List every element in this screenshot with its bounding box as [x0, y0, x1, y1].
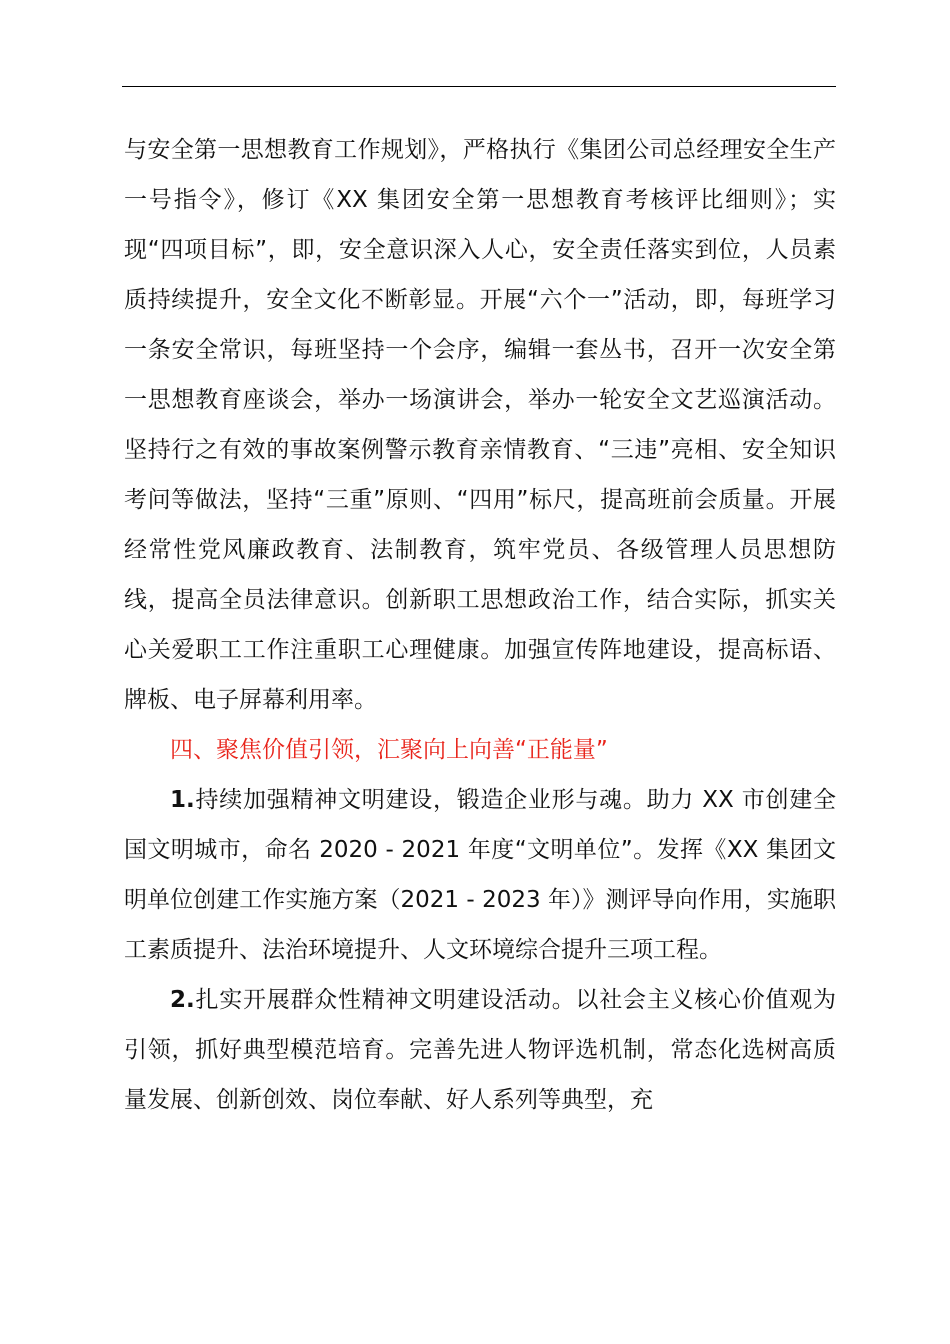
header-rule — [122, 86, 836, 87]
document-body — [124, 125, 836, 1125]
item-number: 1. — [170, 787, 195, 813]
list-item — [124, 775, 836, 975]
item-number: 2. — [170, 987, 195, 1013]
item-lead: 扎实开展群众性精神文明建设活动。 — [194, 987, 576, 1013]
body-paragraph: 与安全第一思想教育工作规划》，严格执行《集团公司总经理安全生产一号指令》，修订《XX 集团安全第一思想教育考核评比细则》；实现“四项目标”，即，安全意识深入人心，安全责任落实到位，人员素质持续提升，安全文化不断彰显。开展“六个一”活动，即，每班学习一条安全常识，每班坚持一个会序，编辑一套丛书，召开一次安全第一思想教育座谈会，举办一场演讲会，举办一轮安全文艺巡演活动。坚持行之有效的事故案例警示教育亲情教育、“三违”亮相、安全知识考问等做法，坚持“三重”原则、“四用”标尺，提高班前会质量。开展经常性党风廉政教育、法制教育，筑牢党员、各级管理人员思想防线，提高全员法律意识。创新职工思想政治工作，结合实际，抓实关心关爱职工工作注重职工心理健康。加强宣传阵地建设，提高标语、牌板、电子屏幕利用率。 — [124, 137, 836, 713]
list-item — [124, 975, 836, 1125]
item-text: 助力 XX 市创建全国文明城市，命名 2020 - 2021 年度“文明单位”。发挥《XX 集团文明单位创建工作实施方案（2021 - 2023 年）》测评导向作用，实施职工素质提升、法治环境提升、人文环境综合提升三项工程。 — [124, 787, 837, 963]
item-lead: 持续加强精神文明建设，锻造企业形与魂。 — [194, 787, 647, 813]
section-heading: 四、聚焦价值引领，汇聚向上向善“正能量” — [170, 737, 608, 763]
item-text: 以社会主义核心价值观为引领，抓好典型模范培育。完善先进人物评选机制，常态化选树高质量发展、创新创效、岗位奉献、好人系列等典型，充 — [124, 987, 836, 1113]
